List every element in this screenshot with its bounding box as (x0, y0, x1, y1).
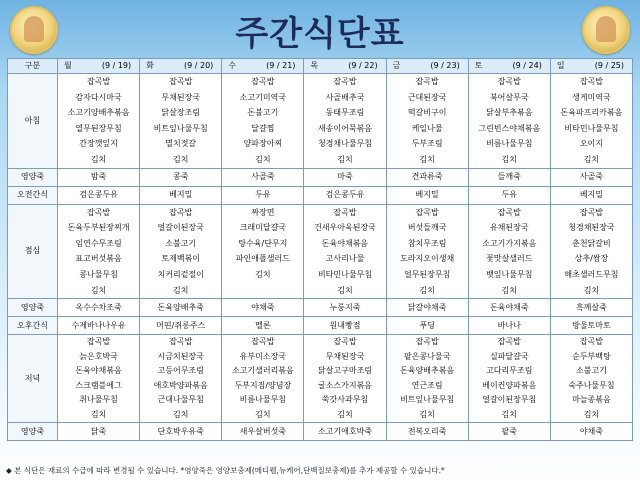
menu-cell (140, 204, 222, 299)
menu-item: 김치 (172, 409, 189, 419)
menu-item: 근대나물무침 (157, 395, 204, 405)
day-header (222, 59, 304, 74)
menu-cell (550, 335, 632, 423)
menu-item: 쑥갓사과무침 (321, 395, 369, 405)
menu-cell: 콩죽 (140, 168, 222, 186)
menu-item: 뱃잎나물무침 (486, 269, 533, 279)
menu-item: 잡곡밥 (169, 77, 193, 86)
day-name: 금 (392, 61, 401, 70)
menu-item: 잡곡밥 (579, 207, 604, 217)
meal-label: 오전간식 (8, 186, 58, 204)
menu-item: 잡곡밥 (86, 337, 111, 347)
menu-item: 김치 (90, 409, 107, 419)
menu-item: 시금치된장국 (157, 351, 204, 361)
menu-cell (304, 335, 386, 423)
menu-item: 얼갈이된장무침 (482, 395, 537, 405)
menu-item: 김치 (255, 269, 271, 279)
day-date: (9 / 20) (183, 61, 214, 70)
menu-cell: 닭죽 (58, 423, 140, 441)
day-name: 일 (556, 61, 565, 70)
day-header (58, 59, 140, 74)
menu-item: 얼무된장무침 (403, 269, 451, 279)
menu-item: 고사리나물 (325, 254, 365, 264)
menu-item: 얼갈이된장국 (157, 223, 204, 233)
day-date: (9 / 19) (101, 61, 132, 70)
menu-item: 잡곡밥 (169, 337, 193, 347)
meal-row (8, 317, 633, 335)
meal-label: 아침 (8, 74, 58, 169)
menu-cell: 검은콩두유 (58, 186, 140, 204)
menu-item: 김치 (172, 285, 189, 295)
menu-item: 떡갈비구이 (407, 108, 447, 118)
menu-cell: 새우살버섯죽 (222, 423, 304, 441)
menu-cell: 돈육야채죽 (468, 299, 550, 317)
menu-cell: 머핀/쥐롱주스 (140, 317, 222, 335)
menu-cell: 전복오리죽 (386, 423, 468, 441)
menu-cell: 멜론 (222, 317, 304, 335)
menu-cell (550, 204, 632, 299)
menu-cell: 밤죽 (58, 168, 140, 186)
meal-label: 점심 (8, 204, 58, 299)
menu-cell: 단호박우유죽 (140, 423, 222, 441)
menu-item: 소고기샐러리볶음 (231, 366, 294, 376)
menu-item: 치커리겉절이 (157, 269, 204, 279)
menu-cell (386, 74, 468, 169)
menu-item: 잡곡밥 (333, 77, 357, 86)
menu-item: 연근조림 (411, 380, 443, 390)
menu-item: 마늘종볶음 (572, 395, 611, 405)
menu-cell (468, 204, 550, 299)
menu-cell: 푸딩 (386, 317, 468, 335)
menu-cell: 베지밀 (386, 186, 468, 204)
menu-item: 간장깻잎지 (79, 139, 118, 149)
menu-item: 김치 (255, 154, 271, 164)
day-name: 토 (474, 61, 483, 70)
menu-item: 돈육파프리카볶음 (560, 108, 623, 118)
menu-item: 양파장아찌 (243, 139, 283, 149)
meal-row (8, 335, 633, 423)
menu-item: 잡곡밥 (86, 207, 111, 217)
menu-item: 케일나물 (411, 123, 443, 133)
menu-item: 베이컨양파볶음 (482, 380, 537, 390)
menu-item: 잡곡밥 (333, 207, 357, 217)
day-header (468, 59, 550, 74)
day-date: (9 / 24) (512, 61, 542, 70)
menu-item: 김치 (419, 285, 435, 295)
menu-item: 버섯들깨국 (407, 223, 447, 233)
menu-item: 잡곡밥 (251, 337, 275, 347)
menu-item: 실파달걀국 (489, 351, 529, 361)
menu-item: 김치 (583, 409, 600, 419)
header-corner: 구분 (8, 59, 58, 74)
menu-item: 김치 (337, 409, 353, 419)
menu-item: 김치 (419, 154, 435, 164)
meal-row (8, 204, 633, 299)
menu-item: 잡곡밥 (333, 337, 357, 347)
menu-item: 김치 (583, 285, 600, 295)
menu-cell (140, 335, 222, 423)
menu-item: 청경채된장국 (568, 223, 615, 233)
menu-item: 팥은콩나물국 (403, 351, 451, 361)
menu-cell: 사골죽 (222, 168, 304, 186)
menu-item: 비타민나물무침 (564, 123, 619, 133)
menu-item (222, 283, 303, 299)
menu-cell (140, 74, 222, 169)
menu-item: 파인애플샐러드 (235, 254, 290, 264)
menu-item: 굴소스가지볶음 (317, 380, 373, 390)
day-date: (9 / 22) (348, 61, 378, 70)
meal-row (8, 186, 633, 204)
menu-cell: 두유 (468, 186, 550, 204)
menu-item: 잡곡밥 (86, 77, 111, 86)
weekly-menu-table (7, 58, 633, 441)
menu-item: 두부지짐/양념장 (234, 380, 292, 390)
menu-item: 잡곡밥 (415, 77, 439, 86)
menu-item: 감자다시마국 (75, 92, 122, 102)
day-header (550, 59, 632, 74)
day-header (140, 59, 222, 74)
menu-item: 소불고기 (165, 238, 197, 248)
menu-item: 고등어무조림 (157, 366, 204, 376)
menu-cell: 흑깨살죽 (550, 299, 632, 317)
day-header (304, 59, 386, 74)
meal-label: 영양죽 (8, 168, 58, 186)
menu-item: 김치 (501, 285, 517, 295)
menu-item: 멸치젓갈 (165, 139, 197, 149)
menu-cell: 야채죽 (222, 299, 304, 317)
menu-item: 소불고기 (575, 366, 607, 376)
menu-item: 꽃맛살샐러드 (486, 254, 533, 264)
footer-note: ◆ 본 식단은 재료의 수급에 따라 변경될 수 있습니다. *영양죽은 영양보충제(메디웰,뉴케어,단백질보충제)를 추가 제공할 수 있습니다.* (6, 466, 445, 475)
menu-item: 무채된장국 (161, 92, 201, 102)
menu-item: 애호박양파볶음 (153, 380, 208, 390)
menu-item: 소고기양배추볶음 (67, 108, 130, 118)
menu-item: 김치 (501, 154, 517, 164)
menu-item: 탕수육/단무지 (238, 238, 288, 248)
menu-cell: 돈육양배추죽 (140, 299, 222, 317)
day-name: 화 (146, 61, 154, 70)
meal-row (8, 74, 633, 169)
menu-cell: 사골죽 (550, 168, 632, 186)
menu-cell (386, 335, 468, 423)
menu-item: 춘천닭갈비 (572, 238, 611, 248)
menu-item: 소고기가지볶음 (482, 238, 537, 248)
menu-cell (550, 74, 632, 169)
menu-item: 돈육두부된장찌개 (67, 223, 130, 233)
menu-item: 도라지오이생채 (400, 254, 455, 264)
menu-item: 근대된장국 (407, 92, 447, 102)
menu-item: 표고버섯볶음 (75, 254, 122, 264)
menu-cell: 마죽 (304, 168, 386, 186)
menu-item: 동태무조림 (325, 108, 365, 118)
menu-item: 콩나물무침 (79, 269, 118, 279)
menu-item: 잡곡밥 (497, 77, 521, 86)
menu-cell: 베지밀 (550, 186, 632, 204)
menu-item: 크래미달걀국 (239, 223, 287, 233)
menu-item: 유채된장국 (489, 223, 529, 233)
menu-item: 비름나물무침 (486, 139, 533, 149)
menu-cell: 들깨죽 (468, 168, 550, 186)
menu-cell (386, 204, 468, 299)
menu-item: 잡곡밥 (497, 207, 521, 217)
menu-item: 고다리무조림 (486, 366, 533, 376)
day-name: 월 (64, 61, 72, 70)
menu-item: 돈육야채볶음 (321, 238, 369, 248)
header-row (8, 59, 633, 74)
day-header (386, 59, 468, 74)
menu-item: 북어살무국 (489, 92, 529, 102)
menu-item: 닭살부추볶음 (486, 108, 533, 118)
menu-item: 김치 (419, 409, 435, 419)
menu-item: 무채된장국 (325, 351, 365, 361)
menu-item: 닭살고구마조림 (317, 366, 373, 376)
menu-cell: 두유 (222, 186, 304, 204)
menu-item: 김치 (172, 154, 189, 164)
menu-cell: 바나나 (468, 317, 550, 335)
menu-item: 김치 (583, 154, 600, 164)
menu-cell (222, 335, 304, 423)
menu-item: 잡곡밥 (251, 77, 275, 86)
menu-item: 그린빈스야채볶음 (478, 123, 541, 133)
menu-cell (58, 204, 140, 299)
menu-item: 오이지 (579, 139, 604, 149)
day-date: (9 / 25) (594, 61, 624, 70)
menu-cell (304, 204, 386, 299)
menu-item: 유부미소장국 (239, 351, 287, 361)
meal-label: 오후간식 (8, 317, 58, 335)
menu-item: 김치 (255, 409, 271, 419)
menu-item: 잡곡밥 (497, 337, 521, 347)
menu-item: 김치 (90, 154, 107, 164)
menu-cell (222, 204, 304, 299)
menu-cell (468, 335, 550, 423)
meal-row (8, 423, 633, 441)
menu-item: 짜장면 (251, 207, 275, 217)
menu-item: 청경채나물무침 (317, 139, 373, 149)
menu-cell: 검은콩두유 (304, 186, 386, 204)
menu-item: 사골배추국 (325, 92, 365, 102)
menu-cell: 누룽지죽 (304, 299, 386, 317)
menu-item: 열무된장무침 (75, 123, 122, 133)
menu-item: 소고기미역국 (239, 92, 287, 102)
menu-cell: 옥수수차조죽 (58, 299, 140, 317)
menu-item: 상추/쌈장 (574, 254, 609, 264)
menu-cell (58, 335, 140, 423)
menu-item: 새송이어묵볶음 (317, 123, 373, 133)
menu-item: 돈육양배추볶음 (400, 366, 455, 376)
menu-item: 돈육야채볶음 (75, 366, 122, 376)
menu-item: 늙은호박국 (79, 351, 118, 361)
menu-item: 잡곡밥 (169, 207, 193, 217)
meal-label: 영양죽 (8, 299, 58, 317)
menu-item: 토제백볶이 (161, 254, 201, 264)
day-date: (9 / 21) (266, 61, 296, 70)
menu-item: 해초샐러드무침 (564, 269, 619, 279)
menu-item: 달걀찜 (251, 123, 275, 133)
menu-cell: 견과류죽 (386, 168, 468, 186)
menu-cell: 팥죽 (468, 423, 550, 441)
menu-item: 스크램블에그 (75, 380, 122, 390)
menu-cell: 방울토마토 (550, 317, 632, 335)
menu-cell: 원내빵점 (304, 317, 386, 335)
menu-cell (58, 74, 140, 169)
menu-item: 잡곡밥 (415, 337, 439, 347)
meal-row (8, 299, 633, 317)
menu-item: 비름나물무침 (239, 395, 287, 405)
menu-item: 참치무조림 (407, 238, 447, 248)
day-date: (9 / 23) (430, 61, 460, 70)
menu-item: 김치 (337, 154, 353, 164)
menu-cell: 베지밀 (140, 186, 222, 204)
day-name: 목 (310, 61, 319, 70)
menu-item: 비트잎나물무침 (153, 123, 208, 133)
menu-item: 김치 (501, 409, 517, 419)
menu-cell: 소고기애호박죽 (304, 423, 386, 441)
menu-cell: 닭갈야채죽 (386, 299, 468, 317)
menu-item: 임연수무조림 (75, 238, 122, 248)
menu-item: 잡곡밥 (415, 207, 439, 217)
meal-label: 영양죽 (8, 423, 58, 441)
menu-item: 비트잎나물무침 (400, 395, 455, 405)
menu-item: 두부조림 (411, 139, 443, 149)
menu-cell: 수제바나나우유 (58, 317, 140, 335)
menu-cell (304, 74, 386, 169)
menu-cell (222, 74, 304, 169)
menu-item: 닭살장조림 (161, 108, 201, 118)
menu-item: 비타민나물무침 (317, 269, 373, 279)
menu-item: 잡곡밥 (579, 337, 604, 347)
meal-label: 저녁 (8, 335, 58, 423)
meal-row (8, 168, 633, 186)
menu-item: 생게미역국 (572, 92, 611, 102)
menu-item: 김치 (90, 285, 107, 295)
menu-cell (468, 74, 550, 169)
menu-item: 순두부백탕 (572, 351, 611, 361)
page-title: 주간식단표 (235, 14, 405, 54)
menu-cell: 야채죽 (550, 423, 632, 441)
menu-item: 건새우아욱된장국 (314, 223, 376, 233)
menu-item: 돈불고기 (247, 108, 279, 118)
menu-item: 잡곡밥 (579, 77, 604, 86)
menu-item: 김치 (337, 285, 353, 295)
menu-item: 숙주나물무침 (568, 380, 615, 390)
day-name: 수 (228, 61, 237, 70)
menu-item: 취나물무침 (79, 395, 118, 405)
